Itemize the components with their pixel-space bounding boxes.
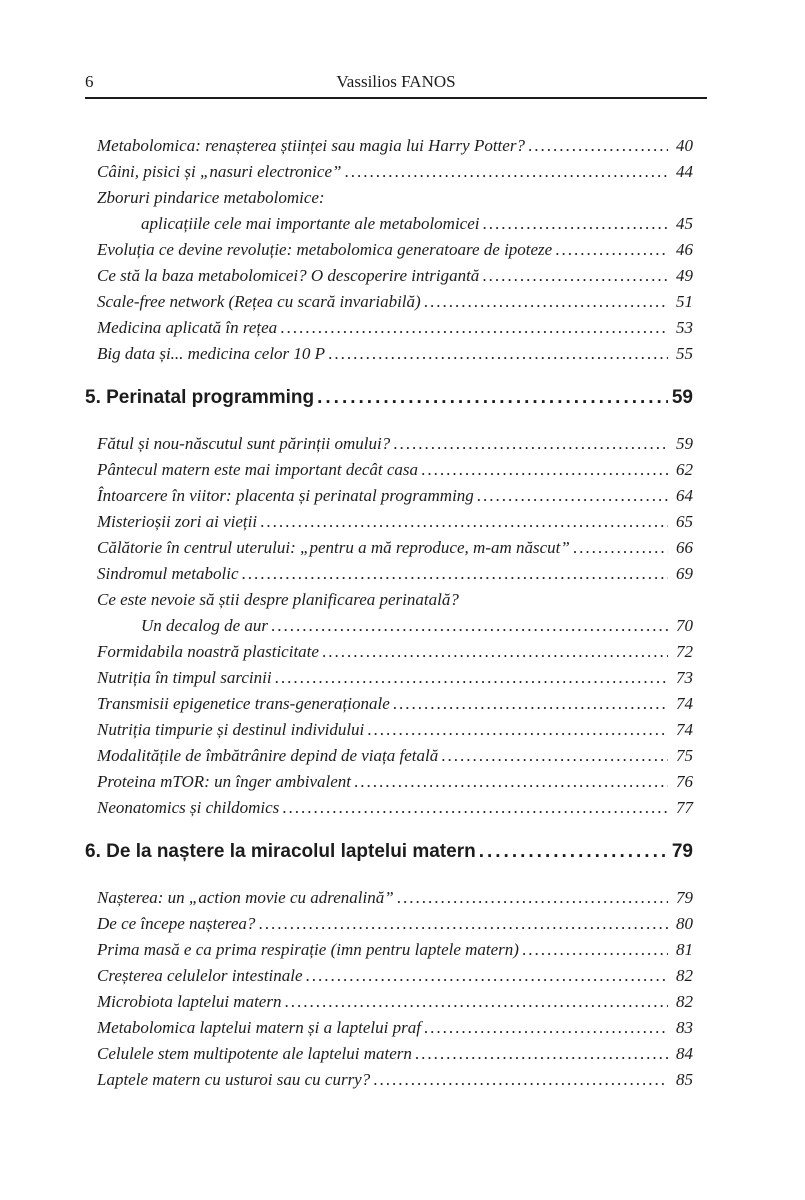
toc-leader-dots (482, 263, 668, 289)
toc-entry-label: Ce stă la baza metabolomicei? O descoperire intrigantă (97, 266, 480, 285)
toc-entry-row (97, 1041, 693, 1067)
toc-entry-row (97, 743, 693, 769)
toc-entry-label: Misterioșii zori ai vieții (97, 512, 258, 531)
toc-entry-label: 6. De la naștere la miracolul laptelui matern (85, 841, 476, 862)
toc-entry-page: 46 (676, 240, 693, 259)
toc-leader-dots (354, 769, 668, 795)
toc-leader-dots (393, 691, 668, 717)
toc-entry-page: 76 (676, 772, 693, 791)
toc-entry-page: 53 (676, 318, 693, 337)
toc-leader-dots (258, 911, 668, 937)
toc-entry-row (97, 963, 693, 989)
toc-entry-label: Scale-free network (Rețea cu scară invariabilă) (97, 292, 421, 311)
toc-entry-row (97, 133, 693, 159)
toc-leader-dots (282, 795, 668, 821)
toc-entry-page: 45 (676, 214, 693, 233)
toc-entry-page: 44 (676, 162, 693, 181)
toc-leader-dots (317, 383, 668, 413)
toc-entry-row (97, 691, 693, 717)
toc-leader-dots (397, 885, 668, 911)
toc-entry-row (97, 639, 693, 665)
toc-entry-row (97, 795, 693, 821)
toc-entry-page: 66 (676, 538, 693, 557)
toc-leader-dots (424, 289, 668, 315)
toc-leader-dots (393, 431, 668, 457)
toc-entry-row (97, 341, 693, 367)
toc-section-row (85, 383, 693, 413)
toc-entry-label: Nașterea: un „action movie cu adrenalină” (97, 888, 394, 907)
toc-entry-page: 72 (676, 642, 693, 661)
toc-leader-dots (573, 535, 668, 561)
toc-entry-label: Formidabila noastră plasticitate (97, 642, 319, 661)
toc-entry-row (97, 263, 693, 289)
toc-entry-label: Sindromul metabolic (97, 564, 239, 583)
running-title: Vassilios FANOS (336, 72, 456, 91)
toc-entry-label: Celulele stem multipotente ale laptelui matern (97, 1044, 412, 1063)
toc-leader-dots (328, 341, 668, 367)
toc-entry-label: Nutriția timpurie și destinul individului (97, 720, 365, 739)
toc-entry-row (97, 989, 693, 1015)
toc-entry-row (97, 911, 693, 937)
toc-entry-page: 84 (676, 1044, 693, 1063)
toc-entry-label: Călătorie în centrul uterului: „pentru a mă reproduce, m-am născut” (97, 538, 570, 557)
toc-entry-page: 85 (676, 1070, 693, 1089)
toc-entry-label: Neonatomics și childomics (97, 798, 280, 817)
toc-entry-page: 59 (671, 387, 693, 408)
toc-entry-page: 40 (676, 136, 693, 155)
toc-leader-dots (306, 963, 668, 989)
toc-entry-label: Creșterea celulelor intestinale (97, 966, 303, 985)
toc-leader-dots (344, 159, 668, 185)
toc-entry-row (97, 185, 693, 211)
toc-entry-label: Zboruri pindarice metabolomice: (97, 188, 325, 207)
toc-entry-row (97, 289, 693, 315)
toc-entry-label: Evoluția ce devine revoluție: metabolomica generatoare de ipoteze (97, 240, 553, 259)
toc-entry-page: 82 (676, 992, 693, 1011)
toc-entry-page: 82 (676, 966, 693, 985)
toc-entry-page: 79 (671, 841, 693, 862)
toc-entry-page: 81 (676, 940, 693, 959)
toc-entry-label: Un decalog de aur (141, 616, 269, 635)
toc-entry-row (97, 211, 693, 237)
toc-entry-label: Ce este nevoie să știi despre planificarea perinatală? (97, 590, 459, 609)
toc-entry-row (97, 1015, 693, 1041)
toc-entry-label: Fătul și nou-născutul sunt părinții omului? (97, 434, 391, 453)
page-header (85, 0, 707, 99)
toc-entry-label: Pântecul matern este mai important decât casa (97, 460, 419, 479)
toc-entry-label: aplicațiile cele mai importante ale metabolomicei (141, 214, 480, 233)
toc-entry-label: Laptele matern cu usturoi sau cu curry? (97, 1070, 371, 1089)
toc-leader-dots (415, 1041, 668, 1067)
toc-leader-dots (555, 237, 668, 263)
toc-entry-row (97, 509, 693, 535)
toc-entry-row (97, 483, 693, 509)
toc-entry-label: Întoarcere în viitor: placenta și perinatal programming (97, 486, 474, 505)
toc-entry-page: 69 (676, 564, 693, 583)
toc-leader-dots (479, 837, 668, 867)
page-number: 6 (85, 72, 94, 91)
toc-leader-dots (242, 561, 669, 587)
toc-entry-page: 65 (676, 512, 693, 531)
toc-leader-dots (373, 1067, 668, 1093)
toc-entry-page: 75 (676, 746, 693, 765)
toc-entry-page: 51 (676, 292, 693, 311)
toc-entry-label: Metabolomica laptelui matern și a laptelui praf (97, 1018, 421, 1037)
toc-entry-page: 55 (676, 344, 693, 363)
toc-entry-row (97, 535, 693, 561)
toc-entry-row (97, 665, 693, 691)
toc-leader-dots (528, 133, 668, 159)
toc-entry-row (97, 769, 693, 795)
toc-entry-label: Transmisii epigenetice trans-generaționale (97, 694, 390, 713)
toc-entry-label: Metabolomica: renașterea științei sau magia lui Harry Potter? (97, 136, 525, 155)
toc-entry-row (97, 315, 693, 341)
toc-entry-row (97, 561, 693, 587)
toc-entry-label: Prima masă e ca prima respirație (imn pentru laptele matern) (97, 940, 519, 959)
toc-entry-label: Nutriția în timpul sarcinii (97, 668, 272, 687)
toc-entry-page: 49 (676, 266, 693, 285)
toc-leader-dots (424, 1015, 668, 1041)
toc-entry-row (97, 1067, 693, 1093)
toc-entry-label: Microbiota laptelui matern (97, 992, 282, 1011)
toc-entry-row (97, 937, 693, 963)
toc-entry-row (97, 885, 693, 911)
toc-leader-dots (271, 613, 668, 639)
toc-leader-dots (522, 937, 668, 963)
toc-entry-page: 59 (676, 434, 693, 453)
toc-leader-dots (421, 457, 668, 483)
toc-leader-dots (284, 989, 668, 1015)
toc-entry-label: Proteina mTOR: un înger ambivalent (97, 772, 352, 791)
toc-entry-page: 64 (676, 486, 693, 505)
toc-leader-dots (275, 665, 668, 691)
toc-entry-row (97, 431, 693, 457)
toc-entry-row (97, 457, 693, 483)
toc-leader-dots (483, 211, 669, 237)
toc-entry-page: 80 (676, 914, 693, 933)
toc-entry-page: 70 (676, 616, 693, 635)
toc-entry-page: 83 (676, 1018, 693, 1037)
toc-leader-dots (477, 483, 668, 509)
toc-entry-row (97, 613, 693, 639)
toc-leader-dots (367, 717, 668, 743)
toc-entry-label: De ce începe nașterea? (97, 914, 256, 933)
toc-leader-dots (441, 743, 668, 769)
toc-entry-row (97, 587, 693, 613)
toc-list (85, 133, 693, 1093)
toc-entry-label: Medicina aplicată în rețea (97, 318, 278, 337)
toc-entry-row (97, 237, 693, 263)
toc-leader-dots (260, 509, 668, 535)
toc-entry-row (97, 717, 693, 743)
toc-entry-label: 5. Perinatal programming (85, 387, 315, 408)
toc-entry-row (97, 159, 693, 185)
toc-entry-label: Big data și... medicina celor 10 P (97, 344, 326, 363)
toc-entry-label: Câini, pisici și „nasuri electronice” (97, 162, 342, 181)
toc-entry-page: 79 (676, 888, 693, 907)
toc-section-row (85, 837, 693, 867)
toc-entry-page: 62 (676, 460, 693, 479)
toc-entry-page: 74 (676, 720, 693, 739)
toc-entry-page: 77 (676, 798, 693, 817)
toc-leader-dots (322, 639, 668, 665)
toc-entry-label: Modalitățile de îmbătrânire depind de viața fetală (97, 746, 439, 765)
toc-leader-dots (280, 315, 668, 341)
toc-entry-page: 74 (676, 694, 693, 713)
toc-entry-page: 73 (676, 668, 693, 687)
